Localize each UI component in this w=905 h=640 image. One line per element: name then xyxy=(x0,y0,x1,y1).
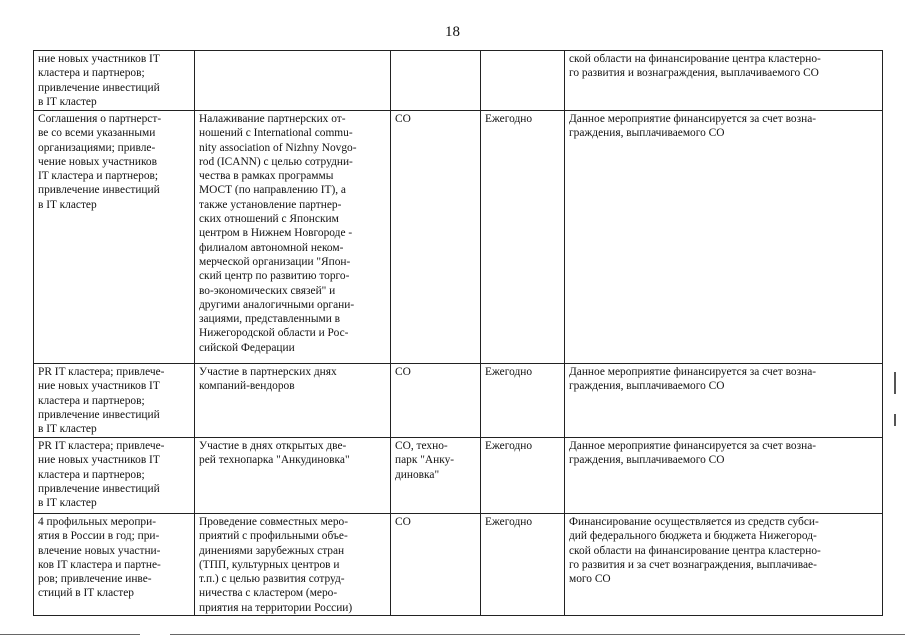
financing-cell: Финансирование осуществляется из средств субси- дий федерального бюджета и бюджета Нижегород- ской области на финансирование центра кластерно- го развития и за счет вознаграждения, выплачивае- мого СО xyxy=(565,514,883,616)
period-cell: Ежегодно xyxy=(481,514,565,616)
activity-cell: Участие в днях открытых две- рей технопарка "Анкудиновка" xyxy=(195,438,391,514)
activities-table xyxy=(33,50,883,616)
activity-cell: Налаживание партнерских от- ношений с International commu- nity association of Nizhny Novgo- rod (ICANN) с целью сотрудни- чества в рамках программы МОСТ (по направлению IT), а также установление партнер- ских отношений с Японским центром в Нижнем Новгороде - филиалом автономной неком- мерческой организации "Япон- ский центр по развитию торго- во-экономических связей" и другими аналогичными органи- зациями, представленными в Нижегородской области и Рос- сийской Федерации xyxy=(195,111,391,364)
financing-cell: ской области на финансирование центра кластерно- го развития и вознаграждения, выплачиваемого СО xyxy=(565,51,883,111)
footer-divider xyxy=(0,634,140,635)
table-row xyxy=(34,438,883,514)
table-row xyxy=(34,51,883,111)
financing-cell: Данное мероприятие финансируется за счет возна- граждения, выплачиваемого СО xyxy=(565,111,883,364)
table-row xyxy=(34,364,883,438)
footer-divider xyxy=(170,634,905,635)
financing-cell: Данное мероприятие финансируется за счет возна- граждения, выплачиваемого СО xyxy=(565,438,883,514)
goal-cell: ние новых участников IT кластера и партнеров; привлечение инвестиций в IT кластер xyxy=(34,51,195,111)
period-cell xyxy=(481,51,565,111)
executor-cell: СО xyxy=(391,514,481,616)
executor-cell: СО xyxy=(391,111,481,364)
period-cell: Ежегодно xyxy=(481,364,565,438)
executor-cell xyxy=(391,51,481,111)
page-number: 18 xyxy=(445,24,460,40)
scan-edge-mark xyxy=(894,414,896,426)
goal-cell: Соглашения о партнерст- ве со всеми указанными организациями; привле- чение новых участников IT кластера и партнеров; привлечение инвестиций в IT кластер xyxy=(34,111,195,364)
activity-cell: Проведение совместных меро- приятий с профильными объе- динениями зарубежных стран (ТПП, культурных центров и т.п.) с целью развития сотруд- ничества с кластером (меро- приятия на территории России) xyxy=(195,514,391,616)
goal-cell: PR IT кластера; привлече- ние новых участников IT кластера и партнеров; привлечение инвестиций в IT кластер xyxy=(34,364,195,438)
executor-cell: СО, техно- парк "Анку- диновка" xyxy=(391,438,481,514)
goal-cell: 4 профильных меропри- ятия в России в год; при- влечение новых участни- ков IT кластера и партне- ров; привлечение инве- стиций в IT кластер xyxy=(34,514,195,616)
scan-edge-mark xyxy=(894,372,896,394)
table-row xyxy=(34,111,883,364)
activity-cell xyxy=(195,51,391,111)
activity-cell: Участие в партнерских днях компаний-вендоров xyxy=(195,364,391,438)
financing-cell: Данное мероприятие финансируется за счет возна- граждения, выплачиваемого СО xyxy=(565,364,883,438)
goal-cell: PR IT кластера; привлече- ние новых участников IT кластера и партнеров; привлечение инвестиций в IT кластер xyxy=(34,438,195,514)
executor-cell: СО xyxy=(391,364,481,438)
period-cell: Ежегодно xyxy=(481,438,565,514)
table-row xyxy=(34,514,883,616)
period-cell: Ежегодно xyxy=(481,111,565,364)
